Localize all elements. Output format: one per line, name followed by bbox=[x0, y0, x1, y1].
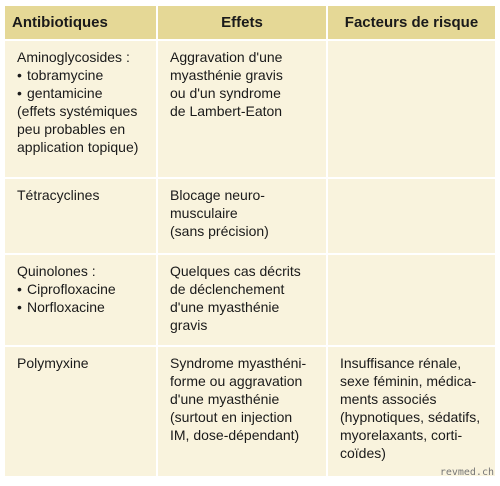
antibiotic-cell bbox=[5, 346, 157, 476]
effects-cell bbox=[157, 40, 327, 178]
effects-cell bbox=[157, 346, 327, 476]
effects-line: myasthénie gravis bbox=[170, 67, 283, 83]
risk-line: ments associés bbox=[340, 391, 437, 407]
table-header-row bbox=[5, 6, 495, 40]
header-facteurs-de-risque: Facteurs de risque bbox=[327, 6, 495, 40]
header-effets: Effets bbox=[157, 6, 327, 40]
effects-line: Blocage neuro- bbox=[170, 187, 265, 203]
table-row bbox=[5, 254, 495, 346]
risk-cell bbox=[327, 254, 495, 346]
revmed-watermark: revmed.ch bbox=[439, 467, 494, 478]
effects-line: de déclenchement bbox=[170, 281, 285, 297]
effects-line: d'une myasthénie bbox=[170, 299, 280, 315]
risk-line: sexe féminin, médica- bbox=[340, 373, 477, 389]
antibiotic-cell bbox=[5, 40, 157, 178]
effects-line: Aggravation d'une bbox=[170, 49, 283, 65]
effects-line: forme ou aggravation bbox=[170, 373, 303, 389]
list-item: • Norfloxacine bbox=[17, 298, 149, 316]
effects-line: d'une myasthénie bbox=[170, 391, 280, 407]
table-row bbox=[5, 40, 495, 178]
effects-line: musculaire bbox=[170, 205, 238, 221]
effects-line: gravis bbox=[170, 317, 208, 333]
list-item: • gentamicine bbox=[17, 84, 149, 102]
antibiotic-list bbox=[17, 280, 149, 316]
effects-line: IM, dose-dépendant) bbox=[170, 427, 300, 443]
effects-line: Quelques cas décrits bbox=[170, 263, 301, 279]
antibiotic-name: Tétracyclines bbox=[17, 187, 100, 203]
risk-line: coïdes) bbox=[340, 445, 386, 461]
antibiotics-table bbox=[5, 6, 495, 476]
risk-line: (hypnotiques, sédatifs, bbox=[340, 409, 481, 425]
antibiotic-name: Aminoglycosides : bbox=[17, 49, 130, 65]
list-item: • Ciprofloxacine bbox=[17, 280, 149, 298]
antibiotic-note-line: peu probables en bbox=[17, 121, 126, 137]
risk-cell bbox=[327, 178, 495, 254]
effects-line: de Lambert-Eaton bbox=[170, 103, 283, 119]
effects-cell bbox=[157, 254, 327, 346]
table-row bbox=[5, 346, 495, 476]
antibiotic-cell bbox=[5, 254, 157, 346]
antibiotic-name: Polymyxine bbox=[17, 355, 89, 371]
header-antibiotiques: Antibiotiques bbox=[5, 6, 157, 40]
effects-line: (surtout en injection bbox=[170, 409, 293, 425]
risk-line: myorelaxants, corti- bbox=[340, 427, 463, 443]
risk-cell bbox=[327, 40, 495, 178]
antibiotic-cell bbox=[5, 178, 157, 254]
effects-line: ou d'un syndrome bbox=[170, 85, 281, 101]
table-row bbox=[5, 178, 495, 254]
list-item: • tobramycine bbox=[17, 66, 149, 84]
risk-line: Insuffisance rénale, bbox=[340, 355, 462, 371]
antibiotic-list bbox=[17, 66, 149, 102]
effects-line: Syndrome myasthéni- bbox=[170, 355, 307, 371]
effects-cell bbox=[157, 178, 327, 254]
risk-cell bbox=[327, 346, 495, 476]
antibiotic-note-line: application topique) bbox=[17, 139, 139, 155]
antibiotic-name: Quinolones : bbox=[17, 263, 96, 279]
antibiotic-note-line: (effets systémiques bbox=[17, 103, 138, 119]
effects-line: (sans précision) bbox=[170, 223, 269, 239]
